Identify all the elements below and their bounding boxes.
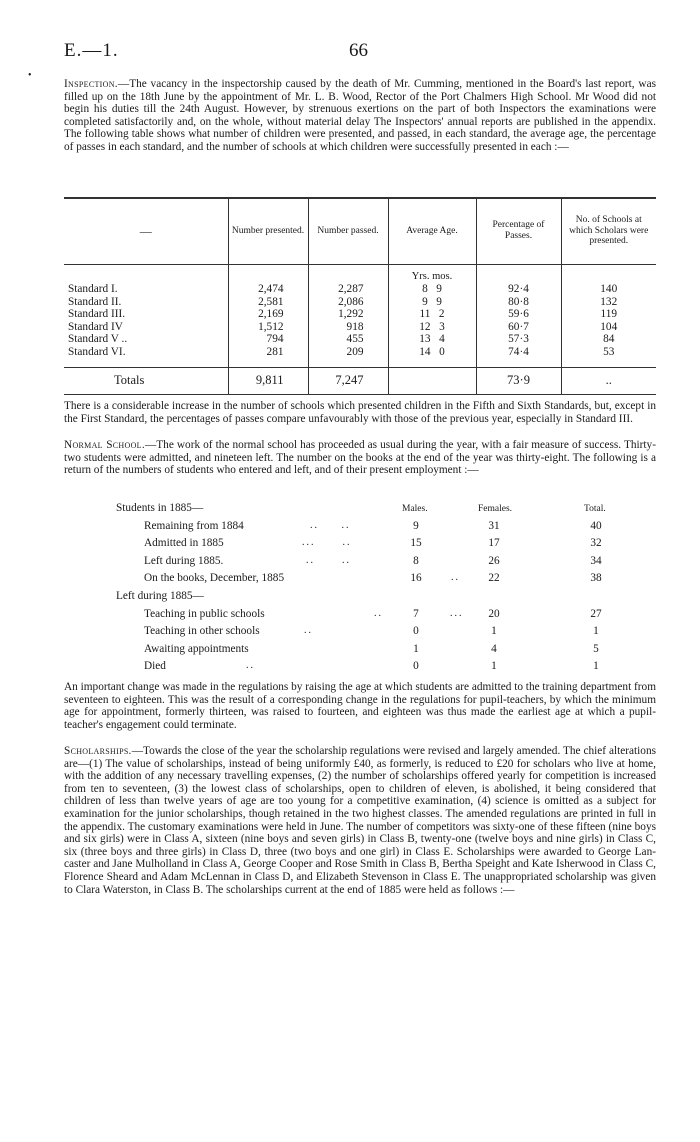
- standard-label: Standard II.: [68, 295, 122, 308]
- list-item: Awaiting appointments 1 4 5: [144, 642, 599, 655]
- header-passed: Number passed.: [308, 198, 388, 264]
- presented-value: 1,512: [228, 321, 308, 334]
- totals-row: [64, 367, 656, 394]
- presented-value: 281: [228, 346, 308, 367]
- schools-value: 84: [561, 333, 656, 346]
- page-header: [28, 40, 656, 81]
- list-item: Left during 1885. .. .. 8 26 34: [144, 554, 602, 567]
- standards-table: [64, 198, 656, 395]
- table-row: [64, 283, 656, 296]
- presented-value: 794: [228, 333, 308, 346]
- employment-left-heading-row: [64, 590, 656, 608]
- percentage-value: 59·6: [476, 308, 561, 321]
- standard-label: Standard VI.: [68, 346, 126, 359]
- totals-percentage: 73·9: [476, 367, 561, 394]
- total-header: Total.: [584, 504, 606, 514]
- females-header: Females.: [478, 504, 513, 514]
- schools-value: 119: [561, 308, 656, 321]
- header-blank: —: [64, 198, 228, 264]
- list-item: Admitted in 1885 ... .. 15 17 32: [144, 537, 602, 550]
- passed-value: 455: [308, 333, 388, 346]
- table-header-row: [64, 198, 656, 264]
- totals-age-blank: [388, 367, 476, 394]
- inspection-lead: Inspection.: [64, 78, 118, 90]
- passed-value: 2,287: [308, 283, 388, 296]
- percentage-value: 80·8: [476, 296, 561, 309]
- header-percentage: Percentage of Passes.: [476, 198, 561, 264]
- scholarships-paragraph: [64, 745, 656, 896]
- presented-value: 2,474: [228, 283, 308, 296]
- header-average-age: Average Age.: [388, 198, 476, 264]
- margin-mark: •: [28, 70, 32, 81]
- inspection-paragraph: [64, 78, 656, 154]
- list-item: Died .. 0 1 1: [144, 660, 599, 673]
- report-reference: E.—1.: [64, 40, 119, 61]
- totals-label: Totals: [64, 367, 228, 394]
- totals-schools: ..: [561, 367, 656, 394]
- standard-label: Standard I.: [68, 283, 118, 296]
- standard-label: Standard V ..: [68, 333, 128, 346]
- list-item: On the books, December, 1885 .. 16 22 38: [144, 572, 602, 585]
- percentage-value: 92·4: [476, 283, 561, 296]
- standard-label: Standard IV: [68, 320, 123, 333]
- employment-table: [64, 502, 656, 678]
- schools-value: 132: [561, 296, 656, 309]
- average-age-value: 12 3: [388, 321, 476, 334]
- left-heading: Left during 1885—: [116, 589, 204, 602]
- table-row: [64, 321, 656, 334]
- percentage-value: 60·7: [476, 321, 561, 334]
- scholarships-lead: Scholarships.: [64, 745, 132, 757]
- schools-value: 140: [561, 283, 656, 296]
- schools-value: 53: [561, 346, 656, 367]
- header-schools: No. of Schools at which Scholars were presented.: [561, 198, 656, 264]
- age-change-paragraph: An important change was made in the regulations by raising the age at which students are admitted to the training department from seventeen to eighteen. This was the result of a corresponding change in the regulations for pupil-teachers, by which the minimum age for appointment, formerly thirteen, was raised to fourteen, and eighteen was thus made the earliest age at which a pupil-teacher's engagement could terminate.: [64, 681, 656, 731]
- average-age-value: 14 0: [388, 346, 476, 367]
- presented-value: 2,581: [228, 296, 308, 309]
- percentage-value: 74·4: [476, 346, 561, 367]
- presented-value: 2,169: [228, 308, 308, 321]
- normal-school-text: —The work of the normal school has proceeded as usual during the year, with a fair measure of success. Thirty-two students were admitted, and nineteen left. The number on the books at the end of the year was thirty-eight. The following is a return of the numbers of students who entered and left, and of their present employment :—: [64, 439, 656, 477]
- header-presented: Number presented.: [228, 198, 308, 264]
- average-age-value: 9 9: [388, 296, 476, 309]
- totals-presented: 9,811: [228, 367, 308, 394]
- increase-paragraph: There is a considerable increase in the number of schools which presented children in the Fifth and Sixth Standards, but, except in the First Standard, the percentages of passes compare unfavourably with those of the previous year, especially in Standard III.: [64, 400, 656, 425]
- units-row: [64, 264, 656, 283]
- list-item: Teaching in other schools .. 0 1 1: [144, 625, 599, 638]
- list-item: Remaining from 1884 .. .. 9 31 40: [144, 519, 602, 532]
- employment-heading-row: [64, 502, 656, 520]
- table-row: [64, 308, 656, 321]
- list-item: Teaching in public schools .. 7 ... 20 27: [144, 607, 602, 620]
- passed-value: 1,292: [308, 308, 388, 321]
- standard-label: Standard III.: [68, 308, 126, 321]
- passed-value: 918: [308, 321, 388, 334]
- table-row: [64, 346, 656, 367]
- table-row: [64, 333, 656, 346]
- percentage-value: 57·3: [476, 333, 561, 346]
- scholarships-text: —Towards the close of the year the scholarship regulations were revised and largely amended. The chief alterations are—(1) The value of scholarships, instead of being uniformly £40, as formerly, is reduced to £20 for scholars who live at home, with the addition of any necessary travelling expenses, (2) the number of scholarships offered yearly for competition is increased from ten to seventeen, (3) the lowest class of scholarships, open to children of eleven, is abolished, it being considered that children of less than twelve years of age are too young for a competitive examination, (4) science is omitted as a subject for examination for the junior scholarships, though retained in the two highest classes. The amended regulations are printed in full in the appendix. The customary examinations were held in June. The number of competitors was sixty-one of these fifteen (nine boys and six girls) were in Class A, sixteen (nine boys and seven girls) in Class B, twenty-one (twelve boys and nine girls) in Class C, six (three boys and three girls) in Class D, three (two boys and one girl) in Class E. Scholarships were awarded to George Lancaster and Jane Mulholland in Class A, George Cooper and Rose Smith in Class B, Bertha Speight and Kate Isherwood in Class C, Florence Sheard and Adam McLennan in Class D, and Elizabeth Stevenson in Class E. The unappropriated scholarship was given to Clara Waterston, in Class B. The scholarships current at the end of 1885 were held as follows :—: [64, 745, 656, 896]
- average-age-value: 13 4: [388, 333, 476, 346]
- passed-value: 2,086: [308, 296, 388, 309]
- passed-value: 209: [308, 346, 388, 367]
- students-heading: Students in 1885—: [116, 502, 204, 514]
- table-row: [64, 296, 656, 309]
- totals-passed: 7,247: [308, 367, 388, 394]
- average-age-value: 8 9: [388, 283, 476, 296]
- males-header: Males.: [402, 504, 428, 514]
- normal-school-lead: Normal School.: [64, 439, 145, 451]
- average-age-value: 11 2: [388, 308, 476, 321]
- page-number: 66: [349, 40, 368, 61]
- inspection-text: —The vacancy in the inspectorship caused by the death of Mr. Cumming, mentioned in the Board's last report, was filled up on the 18th June by the appointment of Mr. L. B. Wood, Rector of the Port Chalmers High School. Mr Wood did not begin his duties till the 24th August. However, by strenuous exertions on the part of both Inspectors the examinations were completed satisfactorily and, on the whole, without material delay The Inspectors' annual reports are published in the appendix. The following table shows what number of children were presented, and passed, in each standard, the average age, the percentage of passes in each standard, and the number of schools at which children were successfully presented in each :—: [64, 78, 656, 153]
- age-units: Yrs. mos.: [388, 264, 476, 283]
- normal-school-paragraph: [64, 439, 656, 477]
- schools-value: 104: [561, 321, 656, 334]
